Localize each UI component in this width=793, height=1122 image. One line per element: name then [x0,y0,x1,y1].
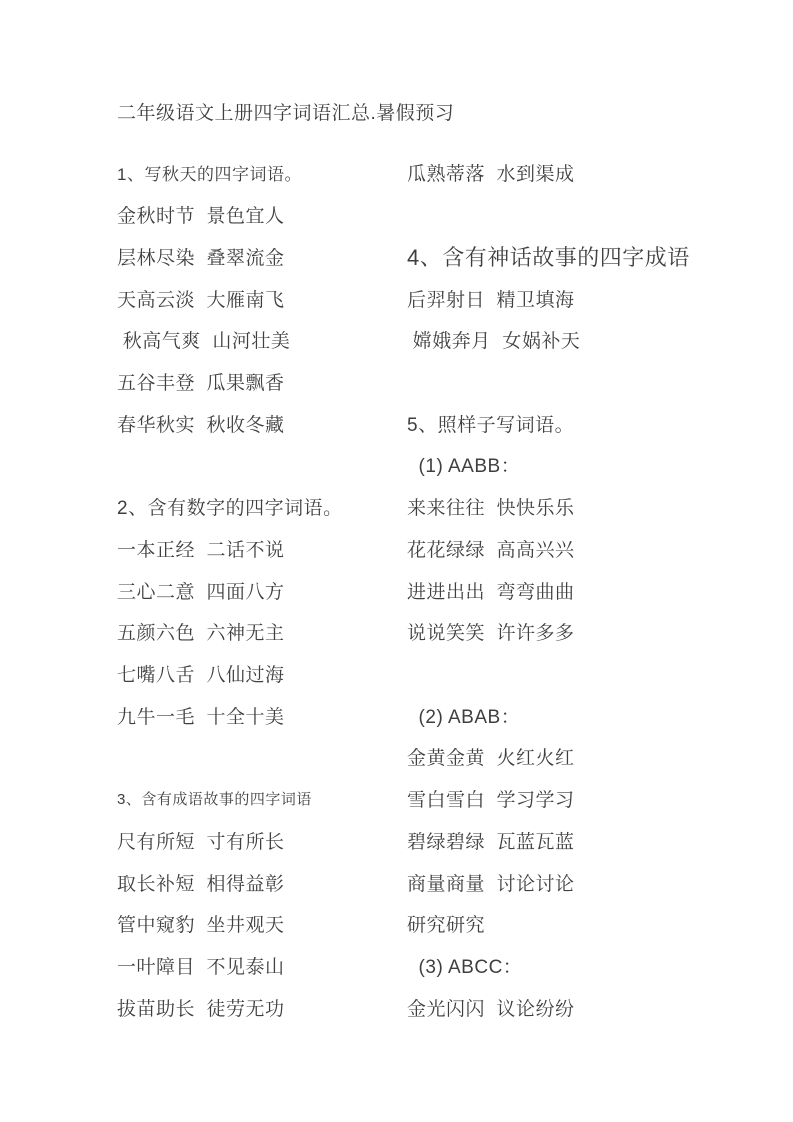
text-line: 进进出出 弯弯曲曲 [407,581,575,603]
text-line: 金黄金黄 火红火红 [407,748,575,770]
text-line: 研究研究 [407,915,486,937]
text-line: 三心二意 四面八方 [117,581,285,603]
text-line [407,194,747,236]
text-line: 一叶障目 不见泰山 [117,957,285,979]
text-line: 秋高气爽 山河壮美 [117,331,291,353]
text-line: 来来往往 快快乐乐 [407,498,575,520]
text-line: (2) ABAB： [407,706,521,728]
text-line: 五颜六色 六神无主 [117,623,285,645]
text-line: 1、写秋天的四字词语。 [117,165,302,185]
right-text-column [407,152,747,1028]
text-line: (1) AABB： [407,456,521,478]
text-line: 3、含有成语故事的四字词语 [117,791,312,809]
document-title: 二年级语文上册四字词语汇总.暑假预习 [117,103,455,124]
text-line: 4、含有神话故事的四字成语 [407,244,690,270]
text-line: 七嘴八舌 八仙过海 [117,664,285,686]
text-line: 嫦娥奔月 女娲补天 [407,331,581,353]
text-line: 尺有所短 寸有所长 [117,831,285,853]
text-line: 2、含有数字的四字词语。 [117,498,343,520]
text-line: 花花绿绿 高高兴兴 [407,539,575,561]
text-line: 碧绿碧绿 瓦蓝瓦蓝 [407,831,575,853]
text-line: 天高云淡 大雁南飞 [117,289,285,311]
text-line: (3) ABCC： [407,957,523,979]
text-line [117,444,407,486]
text-line: 拔苗助长 徒劳无功 [117,998,285,1020]
text-line: 五谷丰登 瓜果飘香 [117,372,285,394]
text-line: 5、照样子写词语。 [407,414,575,436]
text-line: 一本正经 二话不说 [117,539,285,561]
text-line: 九牛一毛 十全十美 [117,706,285,728]
text-line: 雪白雪白 学习学习 [407,790,575,812]
text-line: 瓜熟蒂落 水到渠成 [407,164,575,186]
text-line: 金光闪闪 议论纷纷 [407,998,575,1020]
text-line: 层林尽染 叠翠流金 [117,247,285,269]
text-line: 说说笑笑 许许多多 [407,623,575,645]
text-line [407,653,747,695]
text-line [117,736,407,778]
text-line: 金秋时节 景色宜人 [117,206,285,228]
text-line: 取长补短 相得益彰 [117,873,285,895]
text-line: 春华秋实 秋收冬藏 [117,414,285,436]
text-line: 商量商量 讨论讨论 [407,873,575,895]
text-line: 后羿射日 精卫填海 [407,289,575,311]
text-line: 管中窥豹 坐井观天 [117,915,285,937]
left-text-column [117,152,407,1028]
text-line [407,361,747,403]
